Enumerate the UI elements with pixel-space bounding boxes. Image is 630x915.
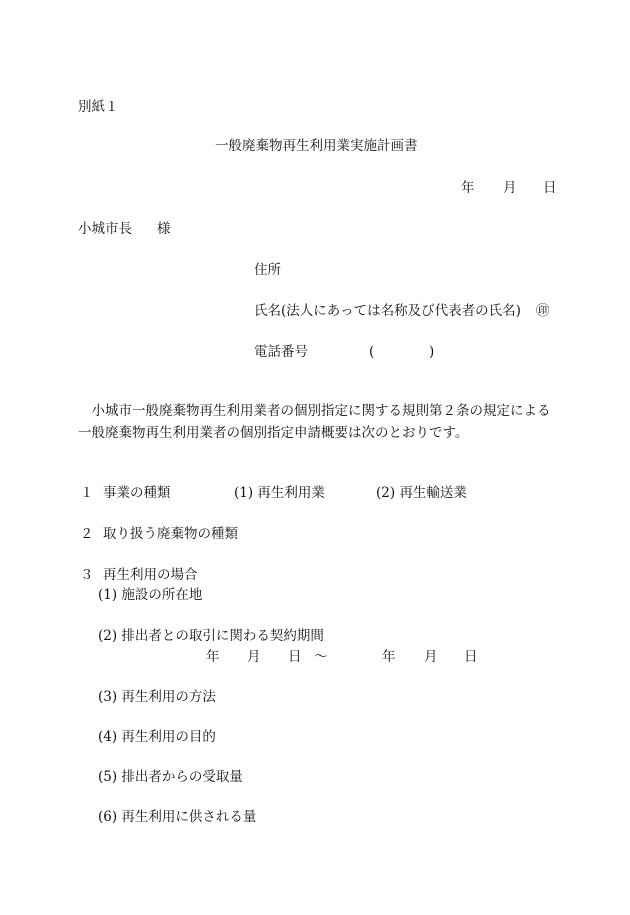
item-3-sub-4: (4) 再生利用の目的 [98, 729, 216, 745]
item-1-number: １ [80, 485, 94, 501]
period-month-1: 月 [247, 649, 261, 665]
phone-label: 電話番号 [254, 344, 308, 360]
item-3-sub-5: (5) 排出者からの受取量 [98, 769, 243, 785]
attachment-label: 別紙１ [78, 99, 119, 115]
name-label: 氏名(法人にあっては名称及び代表者の氏名) [254, 303, 521, 319]
period-day-2: 日 [464, 649, 478, 665]
date-month: 月 [503, 180, 517, 196]
body-line-1: 小城市一般廃棄物再生利用業者の個別指定に関する規則第２条の規定による [78, 403, 551, 419]
item-1-option-1: (1) 再生利用業 [234, 485, 325, 501]
item-3-label: 再生利用の場合 [103, 567, 198, 583]
item-1-label: 事業の種類 [103, 485, 171, 501]
item-3-sub-3: (3) 再生利用の方法 [98, 689, 216, 705]
period-day-1: 日 [288, 649, 302, 665]
phone-paren-open: ( [369, 344, 375, 360]
period-month-2: 月 [424, 649, 438, 665]
period-year-1: 年 [206, 649, 220, 665]
seal-mark: ㊞ [536, 303, 550, 319]
item-2-number: ２ [80, 526, 94, 542]
date-year: 年 [461, 180, 475, 196]
address-label: 住所 [254, 262, 281, 278]
phone-paren-close: ) [429, 344, 435, 360]
body-line-2: 一般廃棄物再生利用業者の個別指定申請概要は次のとおりです。 [78, 425, 469, 441]
item-1-option-2: (2) 再生輸送業 [376, 485, 467, 501]
item-3-number: ３ [80, 567, 94, 583]
period-tilde: 〜 [314, 649, 328, 665]
date-day: 日 [543, 180, 557, 196]
document-title: 一般廃棄物再生利用業実施計画書 [215, 138, 418, 154]
addressee-name: 小城市長 [78, 221, 132, 237]
item-3-sub-2: (2) 排出者との取引に関わる契約期間 [98, 628, 324, 644]
item-3-sub-6: (6) 再生利用に供される量 [98, 809, 257, 825]
item-2-label: 取り扱う廃棄物の種類 [103, 526, 238, 542]
addressee-honorific: 様 [157, 221, 171, 237]
period-year-2: 年 [382, 649, 396, 665]
item-3-sub-1: (1) 施設の所在地 [98, 587, 203, 603]
